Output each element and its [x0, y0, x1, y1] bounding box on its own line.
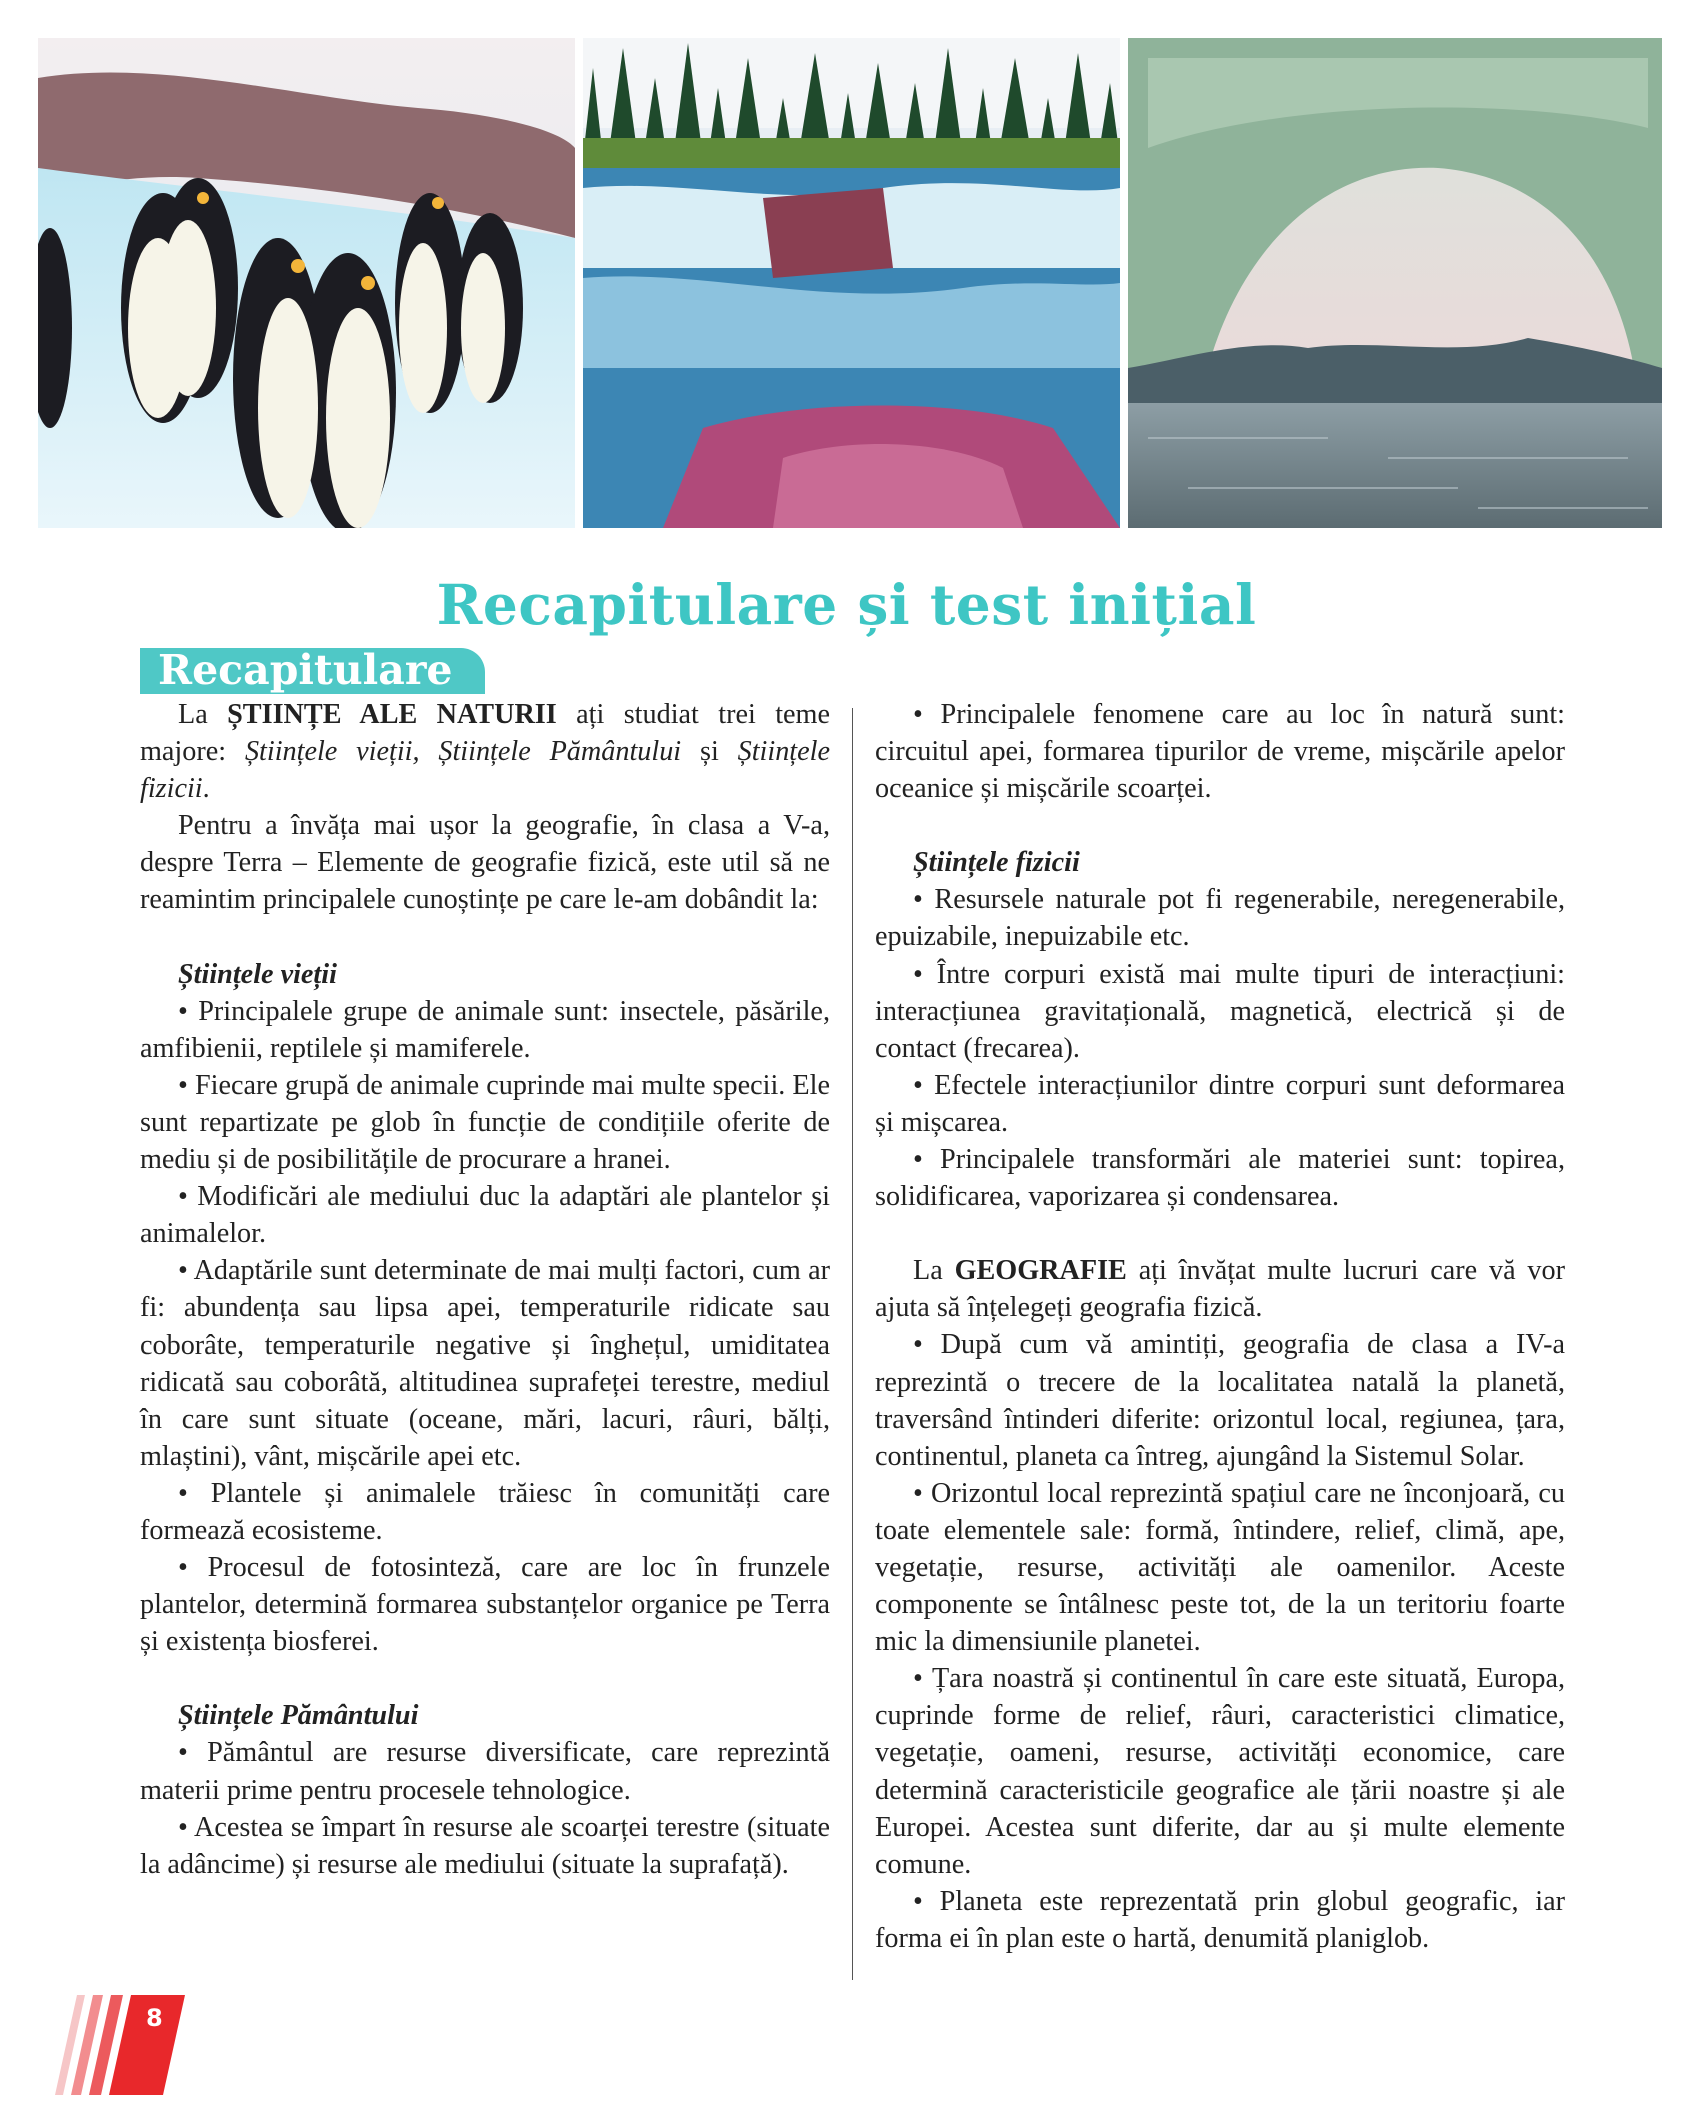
- intro-paragraph: La ȘTIINȚE ALE NATURII ați studiat trei teme majore: Științele vieții, Științele Pământului și Științele fizicii.: [140, 699, 830, 805]
- page-number: 8: [146, 2004, 163, 2032]
- penguins-photo: [38, 38, 575, 528]
- column-divider: [852, 708, 853, 1980]
- page-badge-stripes-icon: [55, 1995, 185, 2095]
- bullet: • Țara noastră și continentul în care este situată, Europa, cuprinde forme de relief, râuri, caracteristici climatice, vegetație, oameni, resurse, activități economice, care determină caracteristicile geografice ale țării noastre și ale Europei. Acestea sunt diferite, dar au și multe elemente comune.: [875, 1663, 1565, 1880]
- heading-earth-sciences: Științele Pământului: [178, 1700, 419, 1732]
- bullet: • Efectele interacțiunilor dintre corpuri sunt deformarea și mișcarea.: [875, 1069, 1565, 1138]
- bullet: • Principalele fenomene care au loc în natură sunt: circuitul apei, formarea tipurilor de vreme, mișcările apelor oceanice și mișcările scoarței.: [875, 699, 1565, 805]
- bullet: • Resursele naturale pot fi regenerabile, neregenerabile, epuizabile, inepuizabile etc.: [875, 884, 1565, 953]
- heading-physics: Științele fizicii: [913, 847, 1080, 879]
- page-title: Recapitulare și test inițial: [436, 572, 1257, 637]
- bullet: • Modificări ale mediului duc la adaptări ale plantelor și animalelor.: [140, 1181, 830, 1250]
- ice-arch-photo: [1128, 38, 1662, 528]
- river-rapids-photo: [583, 38, 1120, 528]
- geography-intro: La GEOGRAFIE ați învățat multe lucruri care vă vor ajuta să înțelegeți geografia fizică.: [875, 1255, 1566, 1324]
- bullet: • Planeta este reprezentată prin globul geografic, iar forma ei în plan este o hartă, denumită planiglob.: [875, 1885, 1565, 1954]
- bullet: • Între corpuri există mai multe tipuri de interacțiuni: interacțiunea gravitațională, magnetică, electrică și de contact (frecarea).: [875, 958, 1565, 1064]
- bullet: • Fiecare grupă de animale cuprinde mai multe specii. Ele sunt repartizate pe glob în funcție de condițiile oferite de mediu și de posibilitățile de procurare a hranei.: [140, 1069, 830, 1176]
- bullet: • Procesul de fotosinteză, care are loc în frunzele plantelor, determină formarea substanțelor organice pe Terra și existența biosferei.: [140, 1552, 830, 1658]
- heading-life-sciences: Științele vieții: [178, 958, 337, 990]
- section-tab: [140, 648, 485, 694]
- bullet: • Orizontul local reprezintă spațiul care ne înconjoară, cu toate elementele sale: formă, întindere, relief, climă, ape, vegetație, resurse, activități ale oamenilor. Aceste componente se întâlnesc peste tot, de la un teritoriu foarte mic la dimensiunile planetei.: [875, 1477, 1565, 1658]
- bullet: • Adaptările sunt determinate de mai mulți factori, cum ar fi: abundența sau lipsa apei, temperaturile ridicate sau coborâte, temperaturile negative și înghețul, umiditatea ridicată sau coborâtă, altitudinea suprafeței terestre, mediul în care sunt situate (oceane, mări, lacuri, râuri, bălți, mlaștini), vânt, mișcările apei etc.: [140, 1255, 830, 1472]
- section-label: Recapitulare: [158, 646, 453, 694]
- bullet: • Principalele grupe de animale sunt: insectele, păsările, amfibienii, reptilele și mamiferele.: [140, 995, 830, 1064]
- bullet: • Principalele transformări ale materiei sunt: topirea, solidificarea, vaporizarea și condensarea.: [875, 1144, 1565, 1213]
- intro-paragraph-2: Pentru a învăța mai ușor la geografie, în clasa a V-a, despre Terra – Elemente de geografie fizică, este util să ne reamintim principalele cunoștințe pe care le-am dobândit la:: [140, 810, 830, 916]
- left-column: [140, 696, 830, 1883]
- bullet: • Pământul are resurse diversificate, care reprezintă materii prime pentru procesele tehnologice.: [140, 1737, 830, 1806]
- bullet: • Acestea se împart în resurse ale scoarței terestre (situate la adâncime) și resurse ale mediului (situate la suprafață).: [140, 1811, 830, 1880]
- bullet: • După cum vă amintiți, geografia de clasa a IV-a reprezintă o trecere de la localitatea natală la planetă, traversând întinderi diferite: orizontul local, regiunea, țara, continentul, planeta ca întreg, ajungând la Sistemul Solar.: [875, 1329, 1565, 1472]
- right-column: [875, 696, 1565, 1957]
- bullet: • Plantele și animalele trăiesc în comunități care formează ecosisteme.: [140, 1477, 830, 1546]
